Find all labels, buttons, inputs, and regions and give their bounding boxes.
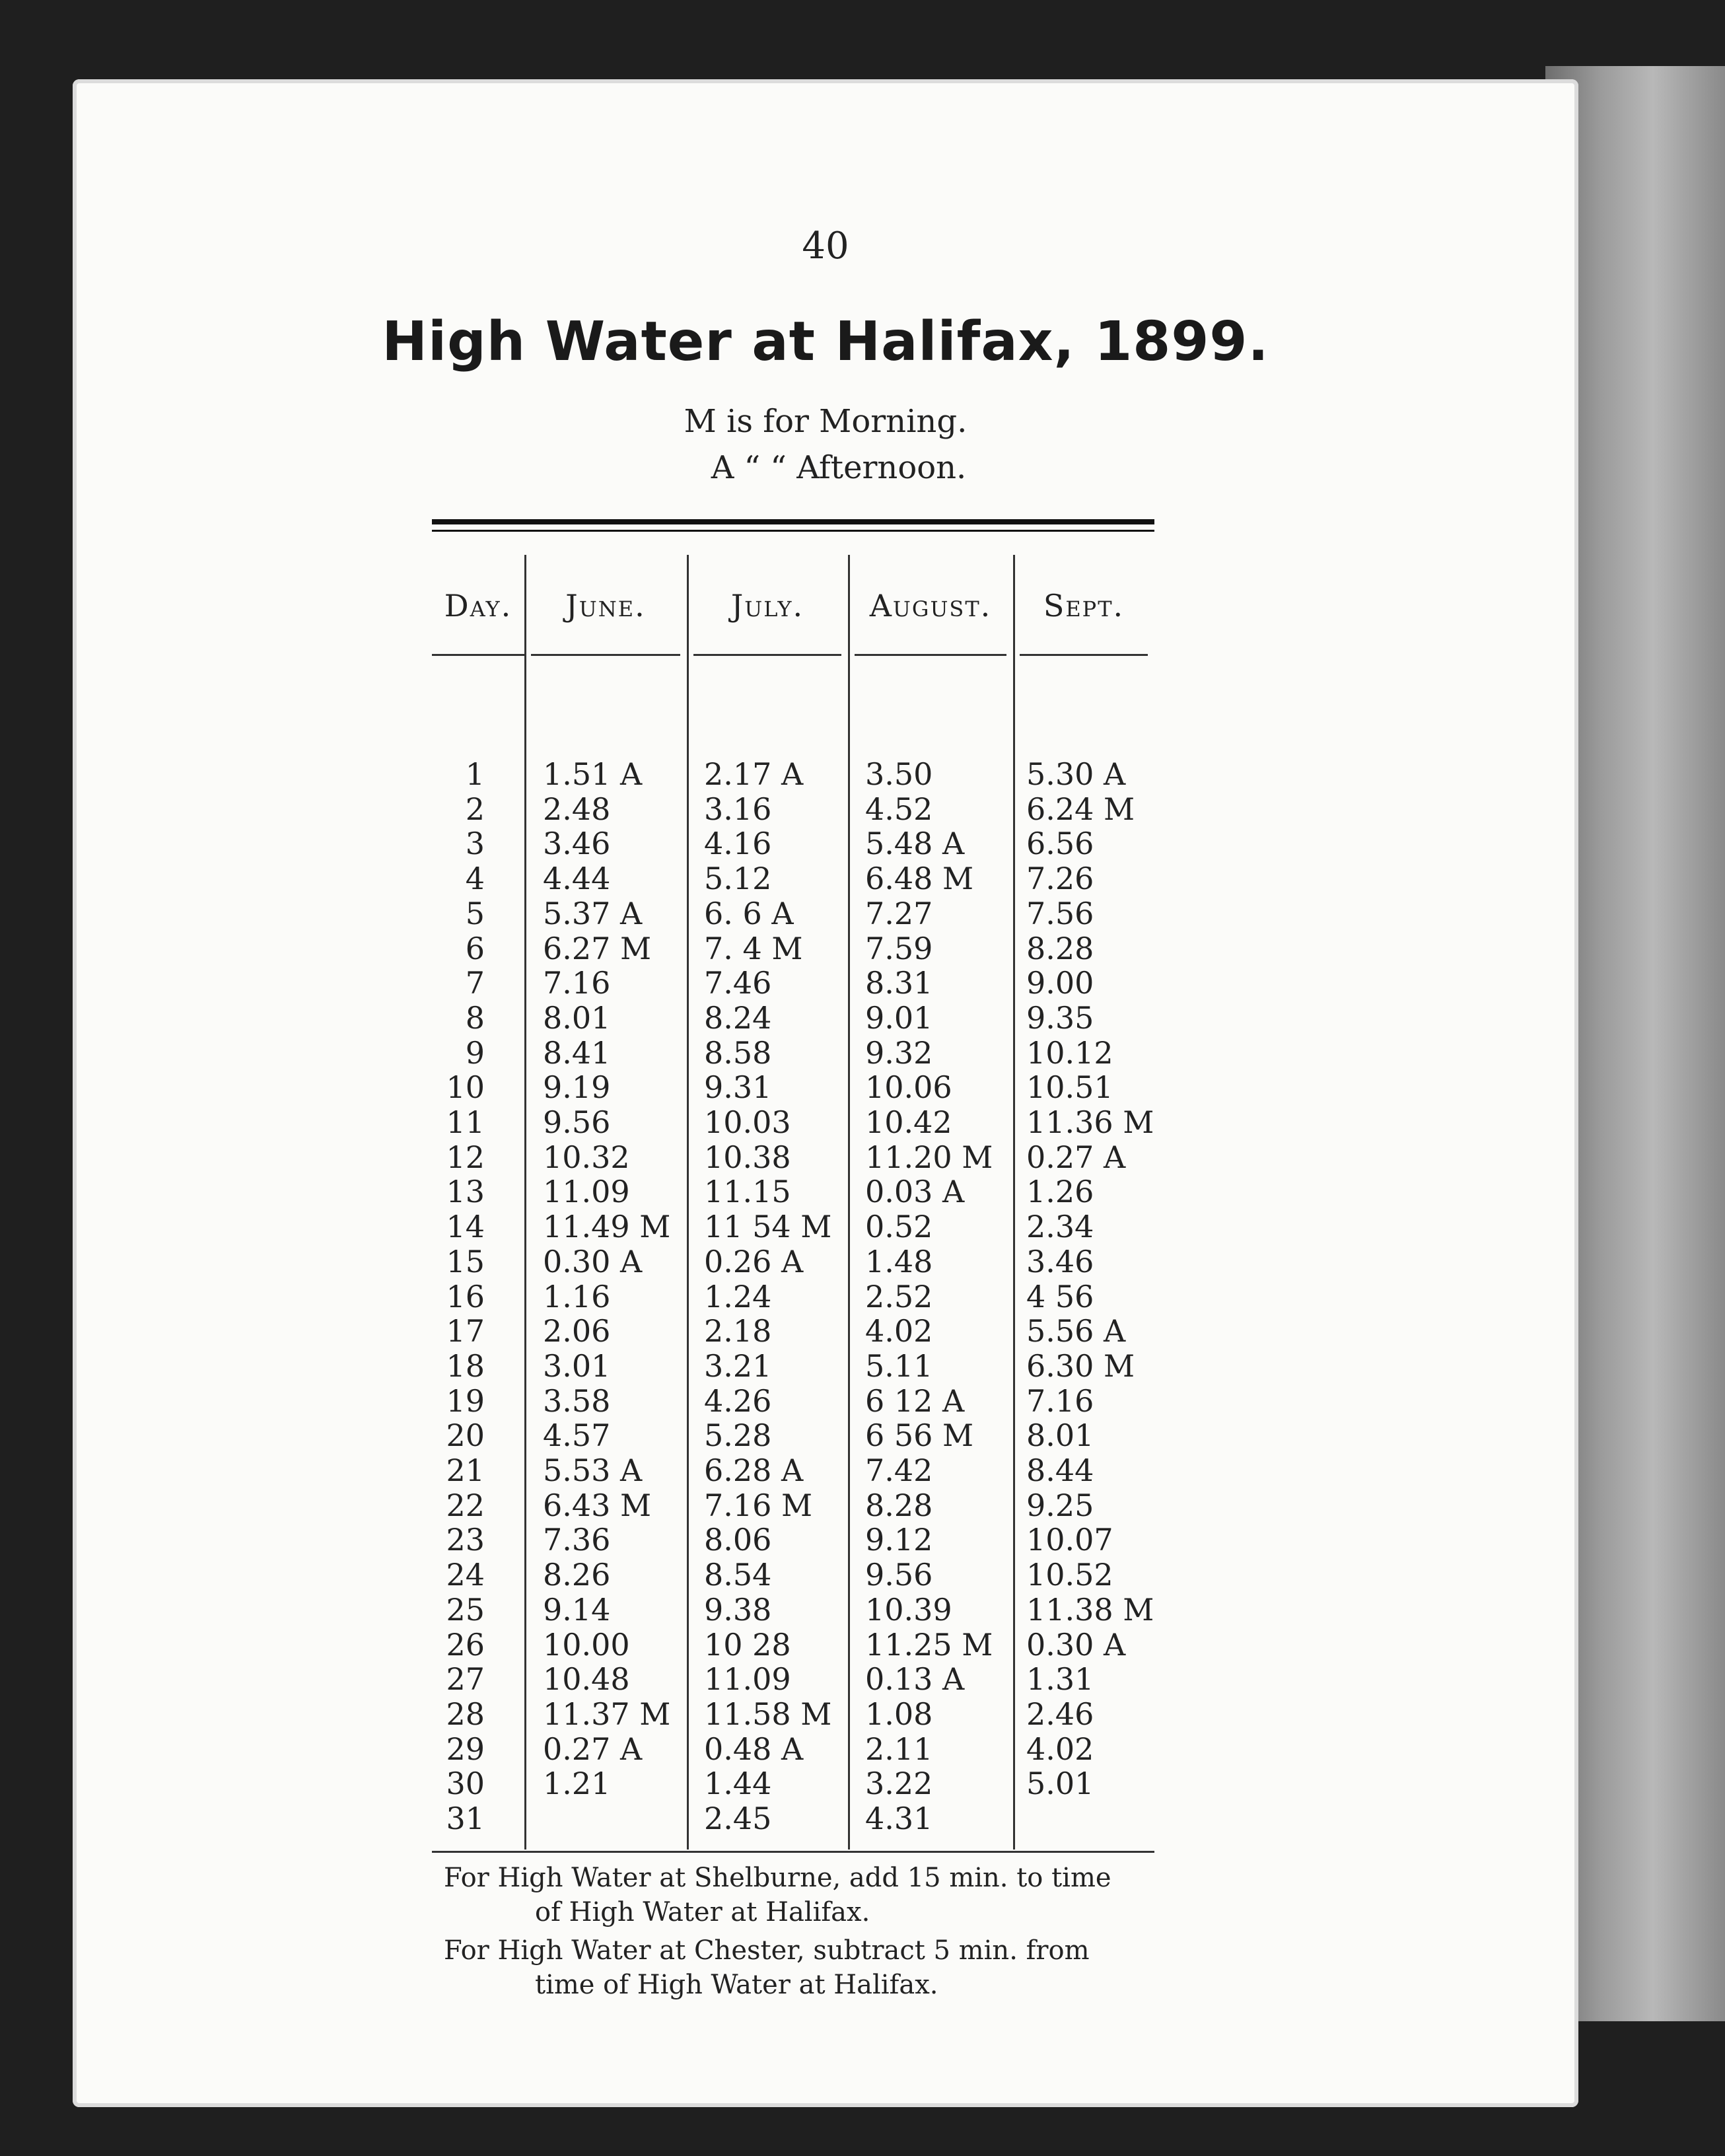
table-row — [432, 931, 1154, 966]
time-cell: 9.12 — [865, 1522, 933, 1558]
time-cell: 6.43 M — [543, 1487, 652, 1523]
time-cell: 11.58 M — [704, 1696, 832, 1732]
time-cell: 3.01 — [543, 1348, 611, 1384]
day-cell: 9 — [465, 1034, 485, 1071]
time-cell: 8.44 — [1026, 1453, 1094, 1488]
header-rule — [1020, 654, 1148, 656]
time-cell: 3.21 — [704, 1348, 772, 1384]
time-cell: 6. 6 A — [704, 895, 794, 931]
time-cell: 1.51 A — [543, 756, 643, 792]
table-top-rule — [432, 519, 1154, 524]
day-cell: 29 — [446, 1731, 485, 1767]
time-cell: 8.06 — [704, 1522, 772, 1558]
tide-table — [432, 542, 1154, 1856]
time-cell: 10.32 — [543, 1139, 630, 1175]
time-cell: 6.27 M — [543, 930, 652, 966]
table-row — [432, 965, 1154, 1000]
table-row — [432, 1069, 1154, 1104]
time-cell: 5.01 — [1026, 1766, 1094, 1802]
day-cell: 22 — [446, 1487, 485, 1523]
time-cell: 8.54 — [704, 1557, 772, 1593]
day-cell: 15 — [446, 1243, 485, 1279]
table-row — [432, 1453, 1154, 1488]
day-cell: 14 — [446, 1209, 485, 1245]
time-cell: 1.26 — [1026, 1174, 1094, 1210]
time-cell: 4.31 — [865, 1801, 933, 1836]
time-cell: 7.26 — [1026, 861, 1094, 897]
table-row — [432, 1313, 1154, 1348]
time-cell: 10.38 — [704, 1139, 791, 1175]
time-cell: 10.00 — [543, 1626, 630, 1663]
time-cell: 1.44 — [704, 1766, 772, 1802]
table-row — [432, 1766, 1154, 1801]
time-cell: 9.32 — [865, 1034, 933, 1071]
table-row — [432, 1348, 1154, 1383]
time-cell: 11.25 M — [865, 1626, 993, 1663]
time-cell: 8.58 — [704, 1034, 772, 1071]
table-row — [432, 1383, 1154, 1418]
time-cell: 7.16 — [543, 965, 611, 1001]
time-cell: 7.16 M — [704, 1487, 813, 1523]
time-cell: 0.52 — [865, 1209, 933, 1245]
time-cell: 9.38 — [704, 1591, 772, 1628]
header-rule — [432, 654, 524, 656]
time-cell: 2.45 — [704, 1801, 772, 1836]
note-shelburne-line1: For High Water at Shelburne, add 15 min. to time — [444, 1863, 1111, 1893]
table-row — [432, 1661, 1154, 1696]
table-row — [432, 861, 1154, 896]
legend-afternoon: A “ “ Afternoon. — [711, 449, 967, 486]
table-top-rule-thin — [432, 530, 1154, 532]
table-row — [432, 791, 1154, 826]
day-cell: 23 — [446, 1522, 485, 1558]
time-cell: 1.16 — [543, 1278, 611, 1314]
time-cell: 11.09 — [704, 1661, 791, 1698]
time-cell: 3.22 — [865, 1766, 933, 1802]
time-cell: 10.07 — [1026, 1522, 1113, 1558]
time-cell: 2.11 — [865, 1731, 933, 1767]
time-cell: 9.31 — [704, 1069, 772, 1106]
time-cell: 6 56 M — [865, 1418, 974, 1454]
table-row — [432, 1488, 1154, 1523]
table-row — [432, 1104, 1154, 1139]
time-cell: 4.57 — [543, 1418, 611, 1454]
day-cell: 5 — [465, 895, 485, 931]
day-cell: 11 — [446, 1104, 485, 1140]
time-cell: 3.46 — [1026, 1243, 1094, 1279]
time-cell: 7.46 — [704, 965, 772, 1001]
time-cell: 8.26 — [543, 1557, 611, 1593]
table-row — [432, 756, 1154, 791]
time-cell: 7.27 — [865, 895, 933, 931]
time-cell: 5.56 A — [1026, 1313, 1126, 1349]
time-cell: 5.53 A — [543, 1453, 643, 1488]
time-cell: 0.48 A — [704, 1731, 804, 1767]
time-cell: 11.38 M — [1026, 1591, 1154, 1628]
time-cell: 2.17 A — [704, 756, 804, 792]
time-cell: 11.20 M — [865, 1139, 993, 1175]
day-cell: 20 — [446, 1418, 485, 1454]
day-cell: 16 — [446, 1278, 485, 1314]
table-row — [432, 1174, 1154, 1209]
time-cell: 2.52 — [865, 1278, 933, 1314]
time-cell: 11.37 M — [543, 1696, 671, 1732]
page-number: 40 — [802, 225, 849, 268]
time-cell: 10 28 — [704, 1626, 791, 1663]
day-cell: 10 — [446, 1069, 485, 1106]
day-cell: 18 — [446, 1348, 485, 1384]
time-cell: 6 12 A — [865, 1383, 965, 1419]
time-cell: 9.00 — [1026, 965, 1094, 1001]
time-cell: 4.02 — [1026, 1731, 1094, 1767]
time-cell: 2.18 — [704, 1313, 772, 1349]
day-cell: 30 — [446, 1766, 485, 1802]
day-cell: 21 — [446, 1453, 485, 1488]
time-cell: 2.06 — [543, 1313, 611, 1349]
table-row — [432, 1000, 1154, 1035]
time-cell: 5.12 — [704, 861, 772, 897]
time-cell: 7.56 — [1026, 895, 1094, 931]
day-cell: 25 — [446, 1591, 485, 1628]
time-cell: 5.37 A — [543, 895, 643, 931]
table-row — [432, 826, 1154, 861]
time-cell: 0.30 A — [543, 1243, 643, 1279]
day-cell: 13 — [446, 1174, 485, 1210]
time-cell: 8.31 — [865, 965, 933, 1001]
note-chester-line1: For High Water at Chester, subtract 5 min. from — [444, 1935, 1090, 1966]
time-cell: 7.42 — [865, 1453, 933, 1488]
time-cell: 5.11 — [865, 1348, 933, 1384]
time-cell: 9.01 — [865, 999, 933, 1036]
time-cell: 11.49 M — [543, 1209, 671, 1245]
table-row — [432, 1279, 1154, 1314]
day-cell: 3 — [465, 826, 485, 862]
time-cell: 1.24 — [704, 1278, 772, 1314]
time-cell: 8.24 — [704, 999, 772, 1036]
day-cell: 4 — [465, 861, 485, 897]
time-cell: 9.56 — [543, 1104, 611, 1140]
time-cell: 8.28 — [1026, 930, 1094, 966]
time-cell: 9.14 — [543, 1591, 611, 1628]
time-cell: 4 56 — [1026, 1278, 1094, 1314]
table-row — [432, 1557, 1154, 1592]
time-cell: 11.36 M — [1026, 1104, 1154, 1140]
header-sept: Sept. — [1043, 588, 1125, 624]
header-rule — [855, 654, 1006, 656]
time-cell: 10.12 — [1026, 1034, 1113, 1071]
time-cell: 2.46 — [1026, 1696, 1094, 1732]
time-cell: 0.27 A — [543, 1731, 643, 1767]
time-cell: 4.52 — [865, 791, 933, 827]
time-cell: 1.31 — [1026, 1661, 1094, 1698]
time-cell: 6.56 — [1026, 826, 1094, 862]
header-july: July. — [730, 588, 804, 624]
time-cell: 5.28 — [704, 1418, 772, 1454]
time-cell: 4.44 — [543, 861, 611, 897]
time-cell: 7.16 — [1026, 1383, 1094, 1419]
time-cell: 7. 4 M — [704, 930, 803, 966]
time-cell: 6.30 M — [1026, 1348, 1135, 1384]
day-cell: 17 — [446, 1313, 485, 1349]
day-cell: 26 — [446, 1626, 485, 1663]
time-cell: 10.48 — [543, 1661, 630, 1698]
header-rule — [531, 654, 680, 656]
time-cell: 1.08 — [865, 1696, 933, 1732]
time-cell: 2.34 — [1026, 1209, 1094, 1245]
table-row — [432, 1522, 1154, 1557]
time-cell: 1.48 — [865, 1243, 933, 1279]
time-cell: 3.16 — [704, 791, 772, 827]
time-cell: 10.52 — [1026, 1557, 1113, 1593]
table-row — [432, 1035, 1154, 1070]
time-cell: 5.30 A — [1026, 756, 1126, 792]
time-cell: 9.56 — [865, 1557, 933, 1593]
time-cell: 1.21 — [543, 1766, 611, 1802]
time-cell: 9.19 — [543, 1069, 611, 1106]
time-cell: 0.03 A — [865, 1174, 965, 1210]
time-cell: 0.30 A — [1026, 1626, 1126, 1663]
day-cell: 28 — [446, 1696, 485, 1732]
day-cell: 6 — [465, 930, 485, 966]
time-cell: 5.48 A — [865, 826, 965, 862]
time-cell: 6.48 M — [865, 861, 974, 897]
day-cell: 8 — [465, 999, 485, 1036]
time-cell: 10.51 — [1026, 1069, 1113, 1106]
page-title: High Water at Halifax, 1899. — [382, 310, 1269, 373]
table-row — [432, 1731, 1154, 1766]
table-row — [432, 1418, 1154, 1453]
header-day: Day. — [444, 588, 512, 624]
time-cell: 3.58 — [543, 1383, 611, 1419]
table-row — [432, 1209, 1154, 1244]
day-cell: 19 — [446, 1383, 485, 1419]
header-rule — [693, 654, 841, 656]
time-cell: 10.42 — [865, 1104, 952, 1140]
time-cell: 9.35 — [1026, 999, 1094, 1036]
day-cell: 12 — [446, 1139, 485, 1175]
note-shelburne-line2: of High Water at Halifax. — [535, 1897, 870, 1927]
table-row — [432, 896, 1154, 931]
day-cell: 7 — [465, 965, 485, 1001]
time-cell: 11 54 M — [704, 1209, 832, 1245]
table-row — [432, 1627, 1154, 1662]
time-cell: 0.13 A — [865, 1661, 965, 1698]
time-cell: 8.01 — [543, 999, 611, 1036]
time-cell: 4.16 — [704, 826, 772, 862]
legend-morning: M is for Morning. — [684, 403, 968, 440]
day-cell: 24 — [446, 1557, 485, 1593]
table-row — [432, 1139, 1154, 1174]
table-row — [432, 1801, 1154, 1836]
time-cell: 6.24 M — [1026, 791, 1135, 827]
time-cell: 7.59 — [865, 930, 933, 966]
day-cell: 27 — [446, 1661, 485, 1698]
table-row — [432, 1592, 1154, 1627]
time-cell: 10.06 — [865, 1069, 952, 1106]
time-cell: 0.27 A — [1026, 1139, 1126, 1175]
table-bottom-rule — [432, 1851, 1154, 1853]
day-cell: 1 — [465, 756, 485, 792]
header-june: June. — [565, 588, 646, 624]
time-cell: 3.50 — [865, 756, 933, 792]
document-page — [73, 79, 1578, 2107]
time-cell: 10.03 — [704, 1104, 791, 1140]
time-cell: 4.02 — [865, 1313, 933, 1349]
time-cell: 8.01 — [1026, 1418, 1094, 1454]
time-cell: 10.39 — [865, 1591, 952, 1628]
time-cell: 2.48 — [543, 791, 611, 827]
time-cell: 3.46 — [543, 826, 611, 862]
day-cell: 31 — [446, 1801, 485, 1836]
time-cell: 7.36 — [543, 1522, 611, 1558]
header-august: August. — [869, 588, 992, 624]
note-chester-line2: time of High Water at Halifax. — [535, 1970, 938, 2000]
time-cell: 11.09 — [543, 1174, 630, 1210]
time-cell: 11.15 — [704, 1174, 791, 1210]
time-cell: 4.26 — [704, 1383, 772, 1419]
time-cell: 8.41 — [543, 1034, 611, 1071]
table-row — [432, 1696, 1154, 1731]
time-cell: 0.26 A — [704, 1243, 804, 1279]
table-row — [432, 1244, 1154, 1279]
time-cell: 8.28 — [865, 1487, 933, 1523]
time-cell: 9.25 — [1026, 1487, 1094, 1523]
day-cell: 2 — [465, 791, 485, 827]
time-cell: 6.28 A — [704, 1453, 804, 1488]
